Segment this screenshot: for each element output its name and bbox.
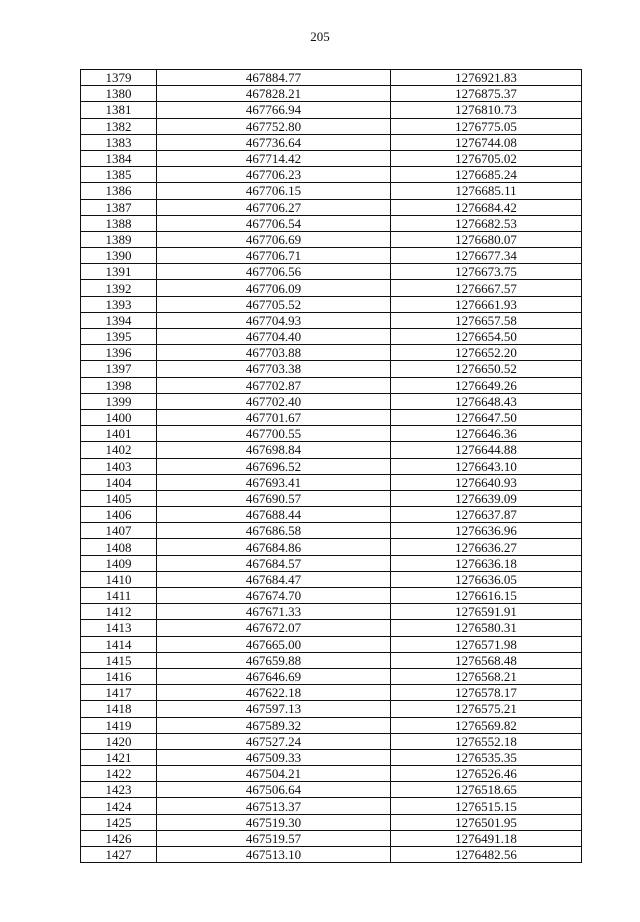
x-coordinate-cell: 467704.93 [157,312,391,328]
point-number-cell: 1403 [81,458,157,474]
y-coordinate-cell: 1276646.36 [391,426,582,442]
y-coordinate-cell: 1276526.46 [391,766,582,782]
x-coordinate-cell: 467828.21 [157,86,391,102]
table-row [81,183,582,199]
point-number-cell: 1391 [81,264,157,280]
x-coordinate-cell: 467684.86 [157,539,391,555]
y-coordinate-cell: 1276636.96 [391,523,582,539]
y-coordinate-cell: 1276677.34 [391,248,582,264]
x-coordinate-cell: 467703.38 [157,361,391,377]
table-row [81,70,582,86]
table-row [81,248,582,264]
point-number-cell: 1422 [81,766,157,782]
x-coordinate-cell: 467671.33 [157,604,391,620]
y-coordinate-cell: 1276647.50 [391,409,582,425]
y-coordinate-cell: 1276569.82 [391,717,582,733]
point-number-cell: 1390 [81,248,157,264]
point-number-cell: 1404 [81,474,157,490]
point-number-cell: 1396 [81,345,157,361]
y-coordinate-cell: 1276654.50 [391,329,582,345]
point-number-cell: 1414 [81,636,157,652]
table-row [81,329,582,345]
y-coordinate-cell: 1276657.58 [391,312,582,328]
table-row [81,215,582,231]
y-coordinate-cell: 1276685.11 [391,183,582,199]
point-number-cell: 1417 [81,685,157,701]
y-coordinate-cell: 1276571.98 [391,636,582,652]
point-number-cell: 1413 [81,620,157,636]
table-row [81,458,582,474]
y-coordinate-cell: 1276501.95 [391,814,582,830]
y-coordinate-cell: 1276639.09 [391,490,582,506]
point-number-cell: 1406 [81,507,157,523]
x-coordinate-cell: 467519.30 [157,814,391,830]
table-row [81,620,582,636]
point-number-cell: 1402 [81,442,157,458]
table-row [81,555,582,571]
table-row [81,507,582,523]
y-coordinate-cell: 1276636.27 [391,539,582,555]
y-coordinate-cell: 1276482.56 [391,847,582,863]
table-row [81,118,582,134]
table-row [81,442,582,458]
table-row [81,668,582,684]
point-number-cell: 1386 [81,183,157,199]
x-coordinate-cell: 467706.27 [157,199,391,215]
table-row [81,766,582,782]
y-coordinate-cell: 1276518.65 [391,782,582,798]
x-coordinate-cell: 467672.07 [157,620,391,636]
x-coordinate-cell: 467706.69 [157,231,391,247]
y-coordinate-cell: 1276682.53 [391,215,582,231]
point-number-cell: 1419 [81,717,157,733]
x-coordinate-cell: 467706.71 [157,248,391,264]
table-row [81,426,582,442]
table-row [81,782,582,798]
table-row [81,701,582,717]
y-coordinate-cell: 1276661.93 [391,296,582,312]
x-coordinate-cell: 467884.77 [157,70,391,86]
table-row [81,280,582,296]
x-coordinate-cell: 467705.52 [157,296,391,312]
y-coordinate-cell: 1276667.57 [391,280,582,296]
point-number-cell: 1421 [81,749,157,765]
x-coordinate-cell: 467706.23 [157,167,391,183]
x-coordinate-cell: 467714.42 [157,150,391,166]
y-coordinate-cell: 1276616.15 [391,588,582,604]
point-number-cell: 1379 [81,70,157,86]
y-coordinate-cell: 1276515.15 [391,798,582,814]
point-number-cell: 1426 [81,830,157,846]
y-coordinate-cell: 1276637.87 [391,507,582,523]
y-coordinate-cell: 1276578.17 [391,685,582,701]
y-coordinate-cell: 1276775.05 [391,118,582,134]
point-number-cell: 1382 [81,118,157,134]
table-row [81,604,582,620]
table-row [81,102,582,118]
y-coordinate-cell: 1276685.24 [391,167,582,183]
y-coordinate-cell: 1276921.83 [391,70,582,86]
point-number-cell: 1405 [81,490,157,506]
x-coordinate-cell: 467674.70 [157,588,391,604]
point-number-cell: 1387 [81,199,157,215]
point-number-cell: 1393 [81,296,157,312]
x-coordinate-cell: 467504.21 [157,766,391,782]
y-coordinate-cell: 1276640.93 [391,474,582,490]
x-coordinate-cell: 467509.33 [157,749,391,765]
y-coordinate-cell: 1276643.10 [391,458,582,474]
y-coordinate-cell: 1276535.35 [391,749,582,765]
y-coordinate-cell: 1276591.91 [391,604,582,620]
point-number-cell: 1392 [81,280,157,296]
x-coordinate-cell: 467527.24 [157,733,391,749]
x-coordinate-cell: 467736.64 [157,134,391,150]
table-row [81,296,582,312]
point-number-cell: 1383 [81,134,157,150]
y-coordinate-cell: 1276684.42 [391,199,582,215]
x-coordinate-cell: 467702.87 [157,377,391,393]
x-coordinate-cell: 467646.69 [157,668,391,684]
x-coordinate-cell: 467706.54 [157,215,391,231]
point-number-cell: 1399 [81,393,157,409]
point-number-cell: 1397 [81,361,157,377]
page-number: 205 [310,29,330,44]
point-number-cell: 1416 [81,668,157,684]
table-row [81,749,582,765]
y-coordinate-cell: 1276810.73 [391,102,582,118]
point-number-cell: 1388 [81,215,157,231]
point-number-cell: 1398 [81,377,157,393]
table-row [81,474,582,490]
coordinates-table-body [81,70,582,863]
x-coordinate-cell: 467706.56 [157,264,391,280]
x-coordinate-cell: 467513.10 [157,847,391,863]
point-number-cell: 1385 [81,167,157,183]
table-row [81,409,582,425]
y-coordinate-cell: 1276636.18 [391,555,582,571]
y-coordinate-cell: 1276650.52 [391,361,582,377]
point-number-cell: 1409 [81,555,157,571]
table-row [81,847,582,863]
point-number-cell: 1423 [81,782,157,798]
x-coordinate-cell: 467693.41 [157,474,391,490]
table-row [81,150,582,166]
y-coordinate-cell: 1276652.20 [391,345,582,361]
x-coordinate-cell: 467706.09 [157,280,391,296]
table-row [81,86,582,102]
table-row [81,312,582,328]
y-coordinate-cell: 1276744.08 [391,134,582,150]
table-row [81,798,582,814]
x-coordinate-cell: 467506.64 [157,782,391,798]
point-number-cell: 1424 [81,798,157,814]
x-coordinate-cell: 467684.57 [157,555,391,571]
y-coordinate-cell: 1276491.18 [391,830,582,846]
point-number-cell: 1420 [81,733,157,749]
x-coordinate-cell: 467589.32 [157,717,391,733]
y-coordinate-cell: 1276649.26 [391,377,582,393]
x-coordinate-cell: 467688.44 [157,507,391,523]
x-coordinate-cell: 467597.13 [157,701,391,717]
table-row [81,264,582,280]
y-coordinate-cell: 1276673.75 [391,264,582,280]
y-coordinate-cell: 1276644.88 [391,442,582,458]
x-coordinate-cell: 467665.00 [157,636,391,652]
table-row [81,523,582,539]
x-coordinate-cell: 467659.88 [157,652,391,668]
table-row [81,652,582,668]
y-coordinate-cell: 1276680.07 [391,231,582,247]
point-number-cell: 1415 [81,652,157,668]
x-coordinate-cell: 467704.40 [157,329,391,345]
point-number-cell: 1394 [81,312,157,328]
table-row [81,685,582,701]
table-row [81,361,582,377]
table-row [81,377,582,393]
point-number-cell: 1408 [81,539,157,555]
x-coordinate-cell: 467684.47 [157,571,391,587]
table-row [81,571,582,587]
y-coordinate-cell: 1276580.31 [391,620,582,636]
point-number-cell: 1427 [81,847,157,863]
point-number-cell: 1418 [81,701,157,717]
y-coordinate-cell: 1276568.21 [391,668,582,684]
point-number-cell: 1395 [81,329,157,345]
x-coordinate-cell: 467513.37 [157,798,391,814]
point-number-cell: 1384 [81,150,157,166]
point-number-cell: 1400 [81,409,157,425]
table-row [81,733,582,749]
table-row [81,345,582,361]
table-row [81,231,582,247]
y-coordinate-cell: 1276875.37 [391,86,582,102]
table-row [81,588,582,604]
y-coordinate-cell: 1276705.02 [391,150,582,166]
point-number-cell: 1389 [81,231,157,247]
point-number-cell: 1381 [81,102,157,118]
x-coordinate-cell: 467519.57 [157,830,391,846]
point-number-cell: 1407 [81,523,157,539]
y-coordinate-cell: 1276552.18 [391,733,582,749]
y-coordinate-cell: 1276568.48 [391,652,582,668]
table-row [81,134,582,150]
x-coordinate-cell: 467752.80 [157,118,391,134]
table-row [81,393,582,409]
point-number-cell: 1412 [81,604,157,620]
x-coordinate-cell: 467690.57 [157,490,391,506]
table-row [81,717,582,733]
coordinates-table [80,69,582,863]
x-coordinate-cell: 467701.67 [157,409,391,425]
point-number-cell: 1401 [81,426,157,442]
y-coordinate-cell: 1276648.43 [391,393,582,409]
x-coordinate-cell: 467702.40 [157,393,391,409]
x-coordinate-cell: 467706.15 [157,183,391,199]
x-coordinate-cell: 467622.18 [157,685,391,701]
point-number-cell: 1380 [81,86,157,102]
y-coordinate-cell: 1276575.21 [391,701,582,717]
x-coordinate-cell: 467703.88 [157,345,391,361]
point-number-cell: 1425 [81,814,157,830]
x-coordinate-cell: 467686.58 [157,523,391,539]
x-coordinate-cell: 467766.94 [157,102,391,118]
point-number-cell: 1411 [81,588,157,604]
table-row [81,830,582,846]
table-row [81,199,582,215]
table-row [81,636,582,652]
x-coordinate-cell: 467700.55 [157,426,391,442]
x-coordinate-cell: 467696.52 [157,458,391,474]
table-row [81,167,582,183]
x-coordinate-cell: 467698.84 [157,442,391,458]
point-number-cell: 1410 [81,571,157,587]
table-row [81,490,582,506]
table-row [81,539,582,555]
table-row [81,814,582,830]
y-coordinate-cell: 1276636.05 [391,571,582,587]
